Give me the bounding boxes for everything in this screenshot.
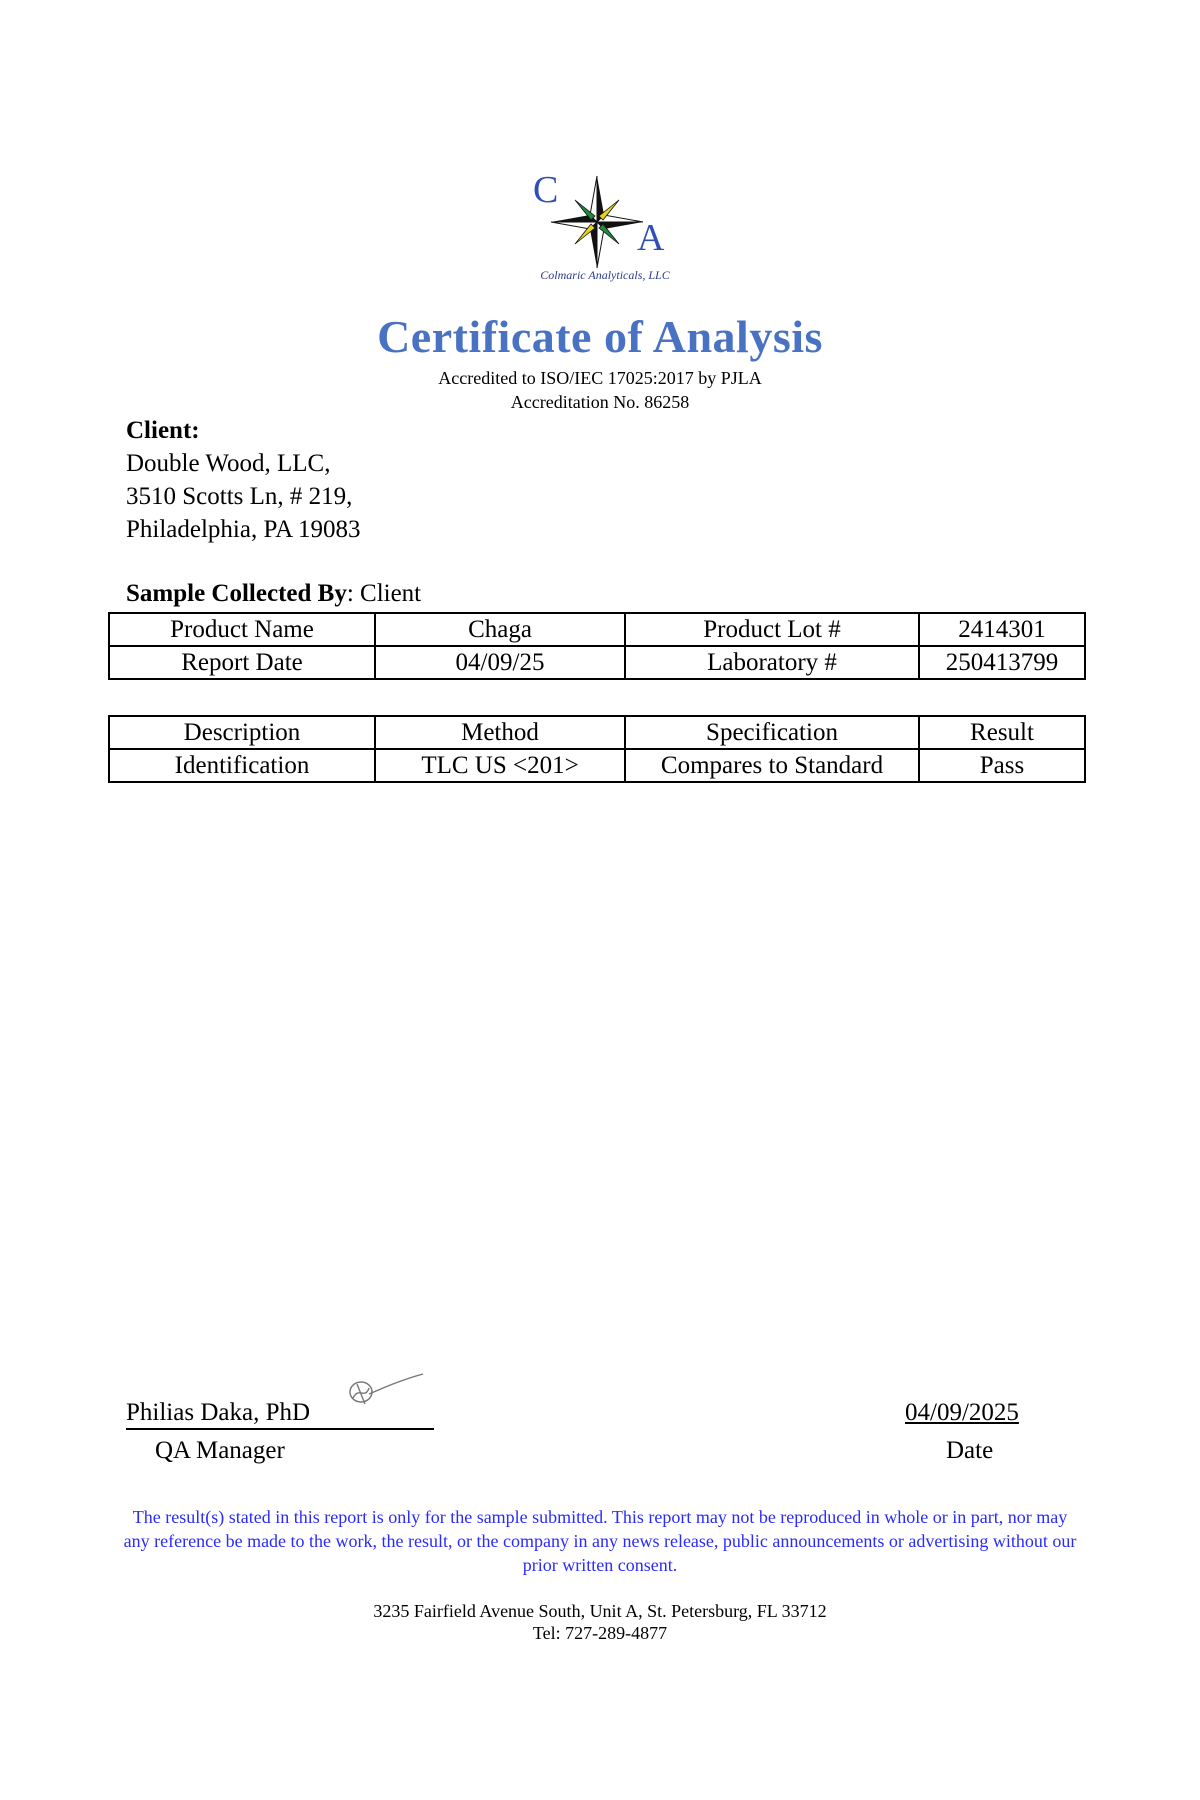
product-lot-value: 2414301: [919, 613, 1085, 646]
disclaimer-text: The result(s) stated in this report is only for the sample submitted. This report may not be reproduced in whole or in part, nor may any reference be made to the work, the result, or the company in any news release, public announcements or advertising without our prior written consent.: [123, 1507, 1077, 1575]
result-method: TLC US <201>: [375, 749, 625, 782]
signature-date: 04/09/2025: [905, 1399, 1019, 1426]
sample-collected-label: Sample Collected By: [126, 580, 347, 607]
laboratory-number-label: Laboratory #: [625, 646, 919, 679]
client-address-line-2: Philadelphia, PA 19083: [126, 516, 361, 543]
signature-date-label: Date: [946, 1437, 994, 1464]
page-title: Certificate of Analysis: [377, 311, 823, 362]
result-specification: Compares to Standard: [625, 749, 919, 782]
column-header-result: Result: [919, 716, 1085, 749]
signer-title: QA Manager: [155, 1437, 285, 1464]
logo-letter-a: A: [637, 217, 665, 259]
sample-collected-by: [126, 580, 421, 608]
result-value: Pass: [919, 749, 1085, 782]
product-name-label: Product Name: [109, 613, 375, 646]
product-name-value: Chaga: [375, 613, 625, 646]
signer-name: Philias Daka, PhD: [126, 1398, 434, 1430]
footer-address: 3235 Fairfield Avenue South, Unit A, St. Petersburg, FL 33712: [373, 1601, 827, 1621]
footer-telephone: Tel: 727-289-4877: [532, 1623, 668, 1643]
product-lot-label: Product Lot #: [625, 613, 919, 646]
column-header-specification: Specification: [625, 716, 919, 749]
table-header-row: [109, 716, 1085, 749]
column-header-description: Description: [109, 716, 375, 749]
laboratory-number-value: 250413799: [919, 646, 1085, 679]
column-header-method: Method: [375, 716, 625, 749]
logo-letter-c: C: [533, 172, 559, 211]
compass-star-icon: [551, 176, 643, 268]
client-address-line-1: 3510 Scotts Ln, # 219,: [126, 483, 353, 510]
report-date-label: Report Date: [109, 646, 375, 679]
client-name: Double Wood, LLC,: [126, 450, 331, 477]
table-row: [109, 646, 1085, 679]
accreditation-line-2: Accreditation No. 86258: [510, 392, 690, 412]
results-table: [108, 715, 1086, 783]
client-heading: Client:: [126, 417, 200, 444]
report-date-value: 04/09/25: [375, 646, 625, 679]
table-row: [109, 613, 1085, 646]
footer-contact: [0, 1600, 1200, 1644]
logo-company-name: Colmaric Analyticals, LLC: [540, 268, 670, 282]
accreditation-line-1: Accredited to ISO/IEC 17025:2017 by PJLA: [438, 368, 762, 388]
result-description: Identification: [109, 749, 375, 782]
product-info-table: [108, 612, 1086, 680]
client-block: [126, 414, 361, 546]
table-row: [109, 749, 1085, 782]
sample-collected-value: : Client: [346, 580, 422, 607]
